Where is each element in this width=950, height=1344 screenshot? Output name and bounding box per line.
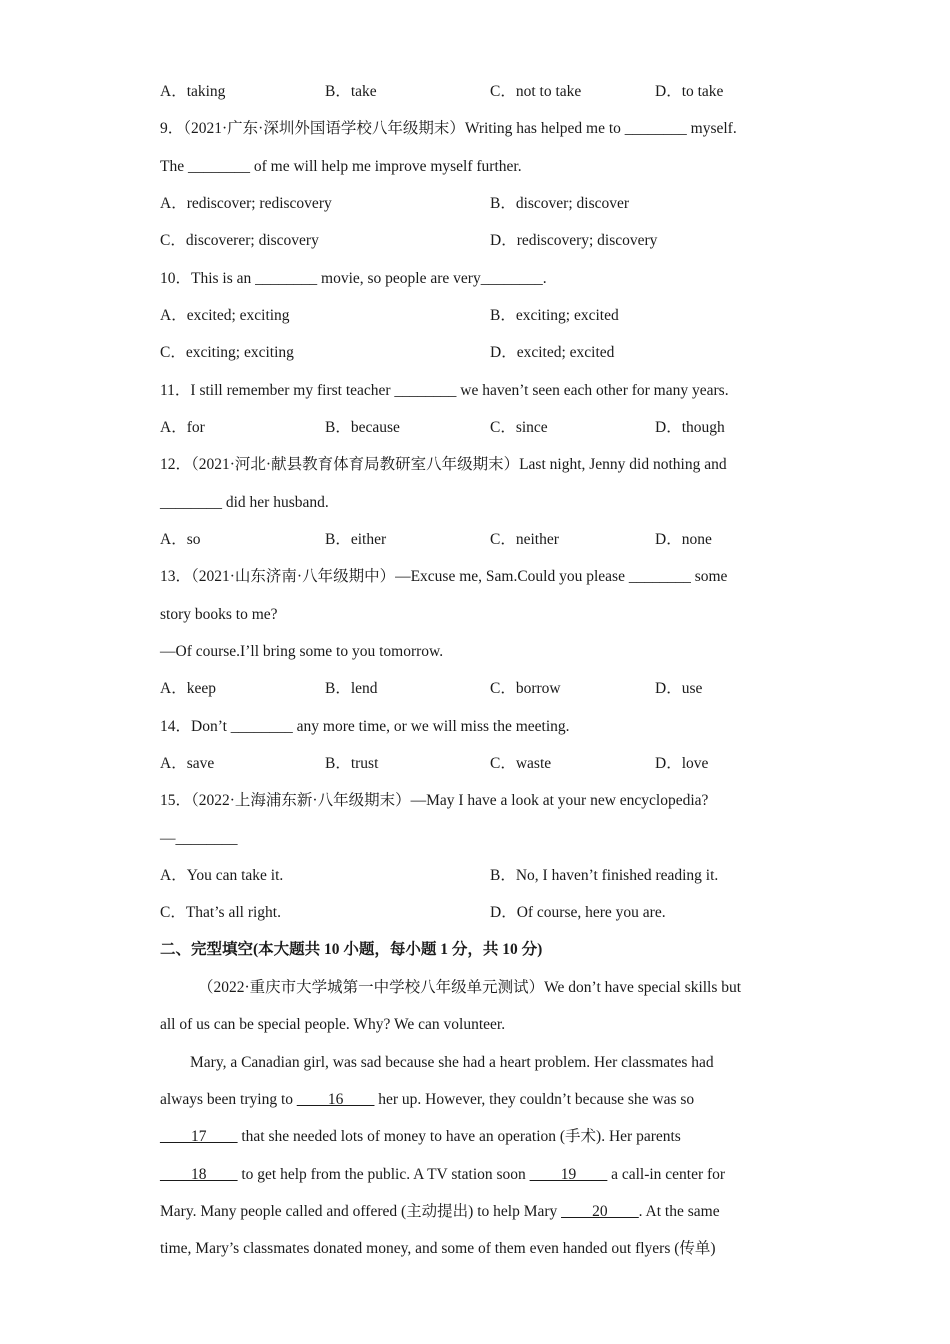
q14-option-a: A．save [160,755,215,772]
q12-stem-line2: ________ did her husband. [160,494,329,511]
q10-option-b: B．exciting; excited [490,307,619,324]
q13-stem-line2: story books to me? [160,606,278,623]
q15-option-b: B．No, I haven’t finished reading it. [490,867,719,884]
q12-stem-line1: 12．（2021·河北·献县教育体育局教研室八年级期末）Last night, Jenny did nothing and [160,456,727,473]
q13-stem-line3: —Of course.I’ll bring some to you tomorrow. [160,643,444,660]
passage-text: to get help from the public. A TV station soon [237,1166,530,1183]
q8-option-a: A．taking [160,83,226,100]
blank-18: ____18____ [160,1166,238,1183]
q8-option-b: B．take [325,83,377,100]
q13-option-a: A．keep [160,680,216,697]
q15-option-c: C．That’s all right. [160,904,281,921]
passage-line6: time, Mary’s classmates donated money, and some of them even handed out flyers (传单) [160,1240,716,1257]
blank-16: ____16____ [296,1091,375,1108]
q12-option-d: D．none [655,531,712,548]
q10-option-c: C．exciting; exciting [160,344,294,361]
q9-option-d: D．rediscovery; discovery [490,232,658,249]
q11-stem: 11．I still remember my first teacher ________ we haven’t seen each other for many years. [160,382,729,399]
blank-19: ____19____ [529,1166,608,1183]
q15-stem-line2: —________ [160,830,238,847]
q11-option-a: A．for [160,419,205,436]
q15-stem-line1: 15．（2022·上海浦东新·八年级期末）—May I have a look at your new encyclopedia? [160,792,709,809]
passage-line5 [160,1202,720,1222]
q14-option-b: B．trust [325,755,379,772]
section2-intro-line1: （2022·重庆市大学城第一中学校八年级单元测试）We don’t have special skills but [198,979,742,996]
q13-stem-line1: 13．（2021·山东济南·八年级期中）—Excuse me, Sam.Could you please ________ some [160,568,728,585]
blank-17: ____17____ [160,1128,238,1145]
passage-line4 [160,1165,725,1185]
q12-option-c: C．neither [490,531,559,548]
passage-text: that she needed lots of money to have an operation (手术). Her parents [237,1128,681,1145]
q11-option-b: B．because [325,419,400,436]
q9-stem-line1: 9．（2021·广东·深圳外国语学校八年级期末）Writing has helped me to ________ myself. [160,120,737,137]
section2-heading: 二、完型填空(本大题共 10 小题，每小题 1 分，共 10 分) [160,941,543,958]
q14-option-c: C．waste [490,755,552,772]
passage-line2 [160,1090,694,1110]
q9-option-a: A．rediscover; rediscovery [160,195,332,212]
blank-20: ____20____ [561,1203,639,1220]
passage-text: a call-in center for [607,1166,726,1183]
q11-option-c: C．since [490,419,548,436]
passage-text: Mary. Many people called and offered (主动提出) to help Mary [160,1203,562,1220]
passage-text: . At the same [638,1203,720,1220]
q13-option-b: B．lend [325,680,378,697]
passage-line1: Mary, a Canadian girl, was sad because she had a heart problem. Her classmates had [190,1054,714,1071]
q8-option-d: D．to take [655,83,724,100]
q13-option-c: C．borrow [490,680,561,697]
q14-option-d: D．love [655,755,709,772]
q9-option-b: B．discover; discover [490,195,630,212]
q12-option-a: A．so [160,531,201,548]
passage-text: always been trying to [160,1091,297,1108]
passage-line3 [160,1127,681,1147]
q13-option-d: D．use [655,680,703,697]
q14-stem: 14．Don’t ________ any more time, or we will miss the meeting. [160,718,570,735]
q9-option-c: C．discoverer; discovery [160,232,319,249]
q9-stem-line2: The ________ of me will help me improve myself further. [160,158,522,175]
passage-text: her up. However, they couldn’t because she was so [374,1091,695,1108]
q8-option-c: C．not to take [490,83,582,100]
q15-option-d: D．Of course, here you are. [490,904,666,921]
q11-option-d: D．though [655,419,725,436]
q10-stem: 10．This is an ________ movie, so people are very________. [160,270,547,287]
q10-option-d: D．excited; excited [490,344,615,361]
q15-option-a: A．You can take it. [160,867,284,884]
q10-option-a: A．excited; exciting [160,307,290,324]
q12-option-b: B．either [325,531,387,548]
section2-intro-line2: all of us can be special people. Why? We can volunteer. [160,1016,506,1033]
